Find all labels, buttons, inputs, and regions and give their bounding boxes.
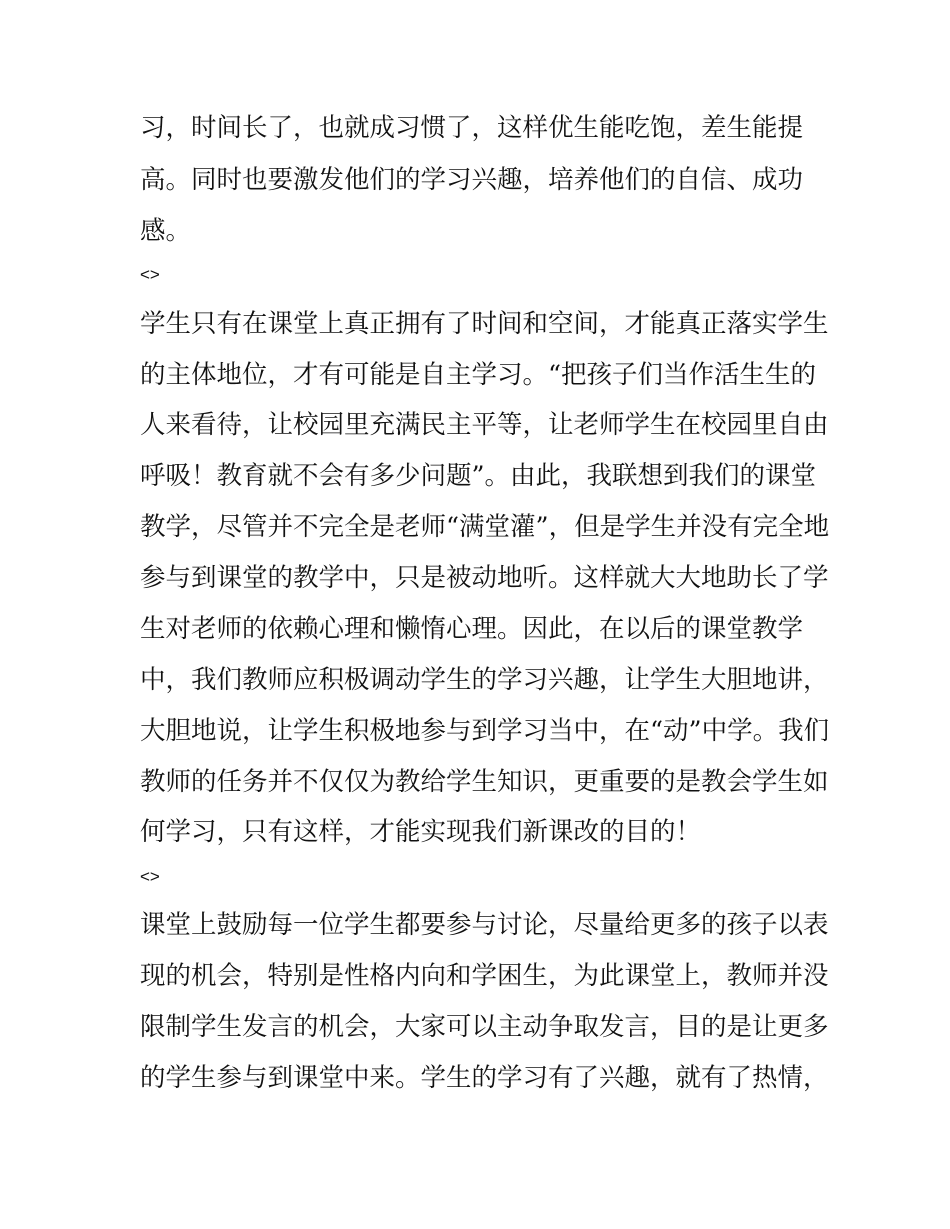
text-line: 大胆地说，让学生积极地参与到学习当中，在“动”中学。我们 <box>140 716 830 746</box>
text-line: 教学，尽管并不完全是老师“满堂灌”，但是学生并没有完全地 <box>140 512 830 542</box>
text-line: 学生只有在课堂上真正拥有了时间和空间，才能真正落实学生 <box>140 309 829 339</box>
text-line: 课堂上鼓励每一位学生都要参与讨论，尽量给更多的孩子以表 <box>140 910 829 940</box>
text-line: 中，我们教师应积极调动学生的学习兴趣，让学生大胆地讲， <box>140 665 829 695</box>
text-line: 生对老师的依赖心理和懒惰心理。因此，在以后的课堂教学 <box>140 614 804 644</box>
text-line: 何学习，只有这样，才能实现我们新课改的目的！ <box>140 817 702 847</box>
text-line: 人来看待，让校园里充满民主平等，让老师学生在校园里自由 <box>140 410 829 440</box>
text-line: 高。同时也要激发他们的学习兴趣，培养他们的自信、成功 <box>140 165 804 195</box>
text-line: 现的机会，特别是性格内向和学困生，为此课堂上，教师并没 <box>140 961 829 991</box>
text-line: 呼吸！教育就不会有多少问题”。由此，我联想到我们的课堂 <box>140 461 817 491</box>
text-line: 的主体地位，才有可能是自主学习。“把孩子们当作活生生的 <box>140 360 817 390</box>
text-line: 感。 <box>140 216 192 246</box>
text-line: 的学生参与到课堂中来。学生的学习有了兴趣，就有了热情， <box>140 1063 829 1093</box>
text-line: 限制学生发言的机会，大家可以主动争取发言，目的是让更多 <box>140 1012 829 1042</box>
paragraph-marker: <> <box>140 867 160 886</box>
text-line: 习，时间长了，也就成习惯了，这样优生能吃饱，差生能提 <box>140 113 804 143</box>
text-line: 教师的任务并不仅仅为教给学生知识，更重要的是教会学生如 <box>140 767 829 797</box>
paragraph-marker: <> <box>140 265 160 284</box>
text-line: 参与到课堂的教学中，只是被动地听。这样就大大地助长了学 <box>140 563 829 593</box>
